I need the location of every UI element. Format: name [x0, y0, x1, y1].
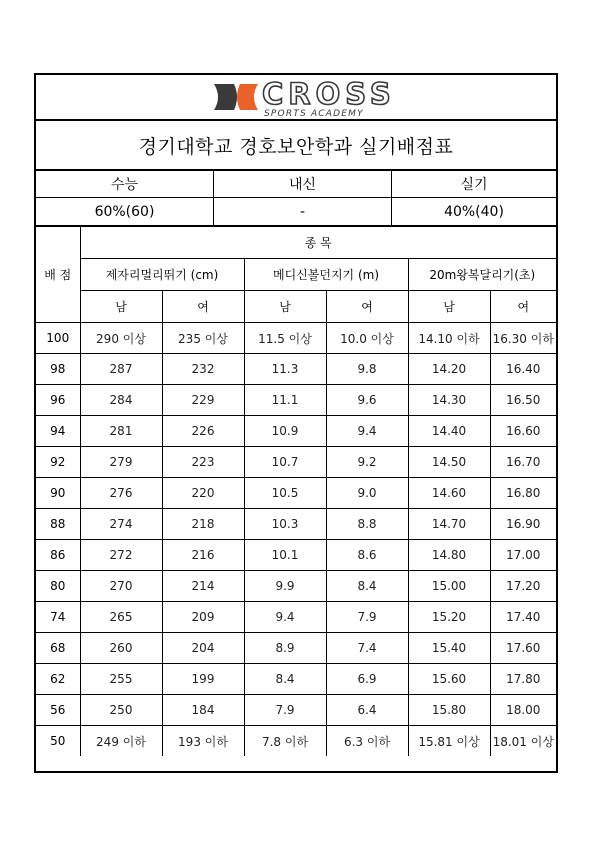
event-header-run: 20m왕복달리기(초) [408, 259, 556, 291]
value-cell: 7.8 이하 [244, 726, 326, 757]
value-cell: 290 이상 [80, 323, 162, 354]
score-cell: 86 [36, 540, 80, 571]
table-row [36, 695, 556, 726]
value-cell: 15.60 [408, 664, 490, 695]
value-cell: 15.00 [408, 571, 490, 602]
event-header-ball: 메디신볼던지기 (m) [244, 259, 408, 291]
value-cell: 7.9 [326, 602, 408, 633]
score-cell: 98 [36, 354, 80, 385]
value-cell: 7.4 [326, 633, 408, 664]
value-cell: 204 [162, 633, 244, 664]
value-cell: 6.9 [326, 664, 408, 695]
value-cell: 6.3 이하 [326, 726, 408, 757]
gender-header: 여 [162, 291, 244, 323]
value-cell: 10.5 [244, 478, 326, 509]
value-cell: 249 이하 [80, 726, 162, 757]
value-cell: 14.20 [408, 354, 490, 385]
ratio-header-naesin: 내신 [214, 171, 392, 197]
value-cell: 15.20 [408, 602, 490, 633]
value-cell: 232 [162, 354, 244, 385]
ratio-header-silgi: 실기 [460, 177, 488, 193]
value-cell: 7.9 [244, 695, 326, 726]
score-cell: 90 [36, 478, 80, 509]
value-cell: 16.90 [490, 509, 556, 540]
value-cell: 17.80 [490, 664, 556, 695]
value-cell: 287 [80, 354, 162, 385]
table-row [36, 726, 556, 757]
table-row [36, 385, 556, 416]
logo-brand-text: CROSS [262, 77, 396, 111]
table-row [36, 323, 556, 354]
score-table [36, 227, 556, 756]
score-cell: 74 [36, 602, 80, 633]
value-cell: 17.60 [490, 633, 556, 664]
table-row [36, 571, 556, 602]
value-cell: 14.50 [408, 447, 490, 478]
event-header-jump: 제자리멀리뛰기 (cm) [80, 259, 244, 291]
value-cell: 284 [80, 385, 162, 416]
ratio-value-row [36, 198, 556, 227]
value-cell: 14.40 [408, 416, 490, 447]
value-cell: 226 [162, 416, 244, 447]
gender-header: 여 [490, 291, 556, 323]
value-cell: 18.00 [490, 695, 556, 726]
value-cell: 281 [80, 416, 162, 447]
value-cell: 10.1 [244, 540, 326, 571]
value-cell: 16.40 [490, 354, 556, 385]
table-row [36, 416, 556, 447]
value-cell: 9.2 [326, 447, 408, 478]
value-cell: 270 [80, 571, 162, 602]
gender-header: 남 [80, 291, 162, 323]
value-cell: 218 [162, 509, 244, 540]
ratio-value-suneung: 60%(60) [36, 198, 214, 225]
gender-header: 여 [326, 291, 408, 323]
score-cell: 80 [36, 571, 80, 602]
value-cell: 17.40 [490, 602, 556, 633]
table-row [36, 478, 556, 509]
value-cell: 15.81 이상 [408, 726, 490, 757]
score-cell: 68 [36, 633, 80, 664]
value-cell: 17.20 [490, 571, 556, 602]
value-cell: 8.8 [326, 509, 408, 540]
value-cell: 10.0 이상 [326, 323, 408, 354]
value-cell: 9.4 [326, 416, 408, 447]
gender-header: 남 [408, 291, 490, 323]
score-cell: 100 [36, 323, 80, 354]
value-cell: 8.4 [326, 571, 408, 602]
value-cell: 193 이하 [162, 726, 244, 757]
value-cell: 11.5 이상 [244, 323, 326, 354]
value-cell: 8.9 [244, 633, 326, 664]
score-cell: 50 [36, 726, 80, 757]
page-title: 경기대학교 경호보안학과 실기배점표 [36, 121, 556, 171]
value-cell: 10.9 [244, 416, 326, 447]
value-cell: 265 [80, 602, 162, 633]
value-cell: 14.10 이하 [408, 323, 490, 354]
value-cell: 10.7 [244, 447, 326, 478]
score-cell: 88 [36, 509, 80, 540]
value-cell: 9.4 [244, 602, 326, 633]
value-cell: 16.50 [490, 385, 556, 416]
value-cell: 14.30 [408, 385, 490, 416]
value-cell: 11.1 [244, 385, 326, 416]
table-row [36, 509, 556, 540]
value-cell: 184 [162, 695, 244, 726]
score-cell: 92 [36, 447, 80, 478]
score-cell: 96 [36, 385, 80, 416]
gender-header: 남 [244, 291, 326, 323]
value-cell: 229 [162, 385, 244, 416]
logo-sub-text: SPORTS ACADEMY [264, 109, 364, 119]
value-cell: 9.0 [326, 478, 408, 509]
ratio-header-row [36, 171, 556, 198]
value-cell: 255 [80, 664, 162, 695]
value-cell: 15.40 [408, 633, 490, 664]
table-row [36, 664, 556, 695]
logo-area [36, 75, 556, 121]
value-cell: 279 [80, 447, 162, 478]
table-row [36, 354, 556, 385]
value-cell: 199 [162, 664, 244, 695]
score-cell: 56 [36, 695, 80, 726]
value-cell: 14.60 [408, 478, 490, 509]
value-cell: 11.3 [244, 354, 326, 385]
value-cell: 18.01 이상 [490, 726, 556, 757]
logo-mark-icon [214, 84, 258, 110]
value-cell: 260 [80, 633, 162, 664]
value-cell: 272 [80, 540, 162, 571]
value-cell: 16.70 [490, 447, 556, 478]
value-cell: 276 [80, 478, 162, 509]
score-column-header: 배 점 [36, 227, 80, 323]
table-row [36, 602, 556, 633]
event-group-header: 종 목 [80, 227, 556, 259]
table-row [36, 540, 556, 571]
value-cell: 8.4 [244, 664, 326, 695]
value-cell: 223 [162, 447, 244, 478]
value-cell: 9.9 [244, 571, 326, 602]
ratio-header-suneung: 수능 [36, 171, 214, 197]
ratio-value-silgi: 40%(40) [444, 203, 504, 220]
value-cell: 9.8 [326, 354, 408, 385]
value-cell: 16.30 이하 [490, 323, 556, 354]
value-cell: 8.6 [326, 540, 408, 571]
score-cell: 94 [36, 416, 80, 447]
value-cell: 214 [162, 571, 244, 602]
value-cell: 220 [162, 478, 244, 509]
value-cell: 15.80 [408, 695, 490, 726]
value-cell: 16.60 [490, 416, 556, 447]
value-cell: 16.80 [490, 478, 556, 509]
value-cell: 274 [80, 509, 162, 540]
table-row [36, 447, 556, 478]
cross-logo [36, 75, 556, 119]
value-cell: 9.6 [326, 385, 408, 416]
value-cell: 10.3 [244, 509, 326, 540]
score-cell: 62 [36, 664, 80, 695]
value-cell: 216 [162, 540, 244, 571]
value-cell: 17.00 [490, 540, 556, 571]
value-cell: 6.4 [326, 695, 408, 726]
value-cell: 235 이상 [162, 323, 244, 354]
score-sheet [34, 73, 558, 773]
table-row [36, 633, 556, 664]
value-cell: 14.80 [408, 540, 490, 571]
value-cell: 14.70 [408, 509, 490, 540]
value-cell: 250 [80, 695, 162, 726]
ratio-value-naesin: - [214, 198, 392, 225]
value-cell: 209 [162, 602, 244, 633]
